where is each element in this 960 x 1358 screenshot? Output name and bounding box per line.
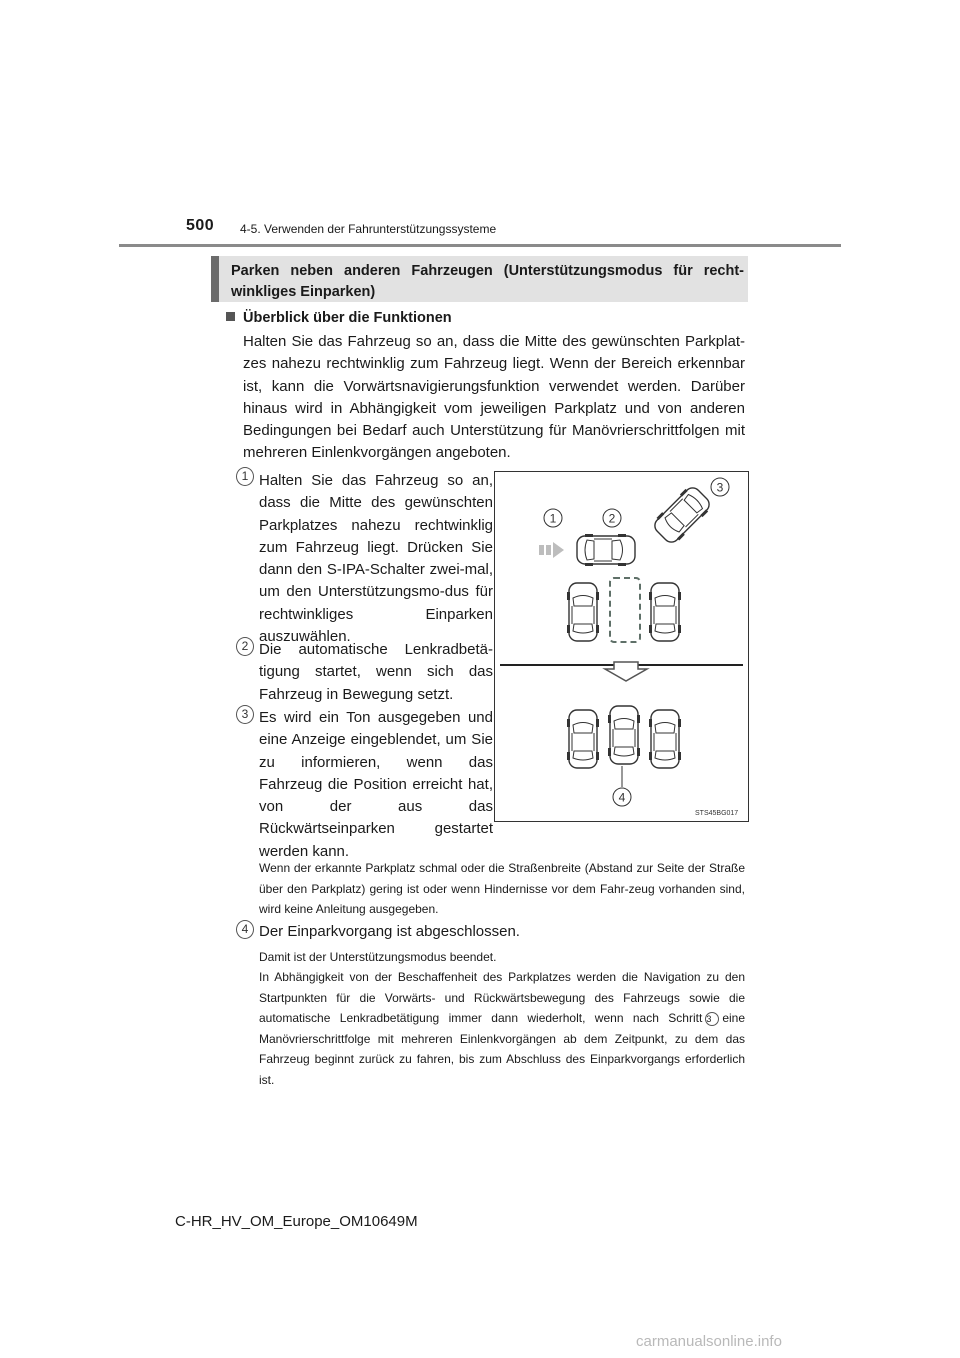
parking-illustration — [494, 471, 749, 822]
parked-car-left-bottom-icon — [567, 710, 599, 768]
parked-car-left-icon — [567, 583, 599, 641]
step-1-number: 1 — [236, 467, 254, 486]
car-moving-icon — [577, 534, 635, 566]
parked-car-right-bottom-icon — [649, 710, 681, 768]
figure-label-4-text: 4 — [618, 790, 626, 805]
chapter-title: 4-5. Verwenden der Fahrunterstützungssysteme — [240, 222, 497, 236]
step-3-number: 3 — [236, 705, 254, 724]
parked-car-center-icon — [608, 706, 640, 764]
document-code: C-HR_HV_OM_Europe_OM10649M — [175, 1213, 418, 1230]
step-1-text: Halten Sie das Fahrzeug so an, dass die Mitte des gewünschten Parkplatzes nahezu rechtwinklig zum Fahrzeug liegt. Drücken Sie dann den S-IPA-Schalter zwei-mal, um den Unterstützungsmo-dus für rechtwinkliges Einparken auszuwählen. — [259, 472, 493, 646]
watermark: carmanualsonline.info — [636, 1333, 782, 1350]
figure-code: STS45BG017 — [695, 810, 739, 817]
figure-label-4 — [613, 788, 631, 806]
step-4-number: 4 — [236, 920, 254, 939]
step-4-note — [259, 967, 745, 1090]
step-4-text: Der Einparkvorgang ist abgeschlossen. — [259, 923, 520, 940]
step-3-reference: 3 — [705, 1012, 719, 1026]
step-4-note-part1: In Abhängigkeit von der Beschaffenheit des Parkplatzes werden die Navigation zu den Startpunkten für die Vorwärts- und Rückwärtsbewegung des Fahrzeugs sowie die automatische Lenkradbetätigung immer dann wiederholt, wenn nach Schritt — [259, 970, 745, 1025]
parked-car-right-icon — [649, 583, 681, 641]
subsection-heading-text: Überblick über die Funktionen — [243, 310, 452, 326]
figure-label-2-text: 2 — [608, 511, 616, 526]
step-4-note-line1: Damit ist der Unterstützungsmodus beendet. — [259, 950, 497, 964]
figure-label-2 — [603, 509, 621, 527]
page-number: 500 — [186, 217, 215, 234]
header-divider — [119, 244, 841, 247]
figure-label-3 — [711, 478, 729, 496]
figure-label-3-text: 3 — [716, 480, 724, 495]
step-2-number: 2 — [236, 637, 254, 656]
figure-label-1 — [544, 509, 562, 527]
section-title-box — [211, 256, 748, 302]
subsection-heading — [226, 310, 452, 326]
step-3-note: Wenn der erkannte Parkplatz schmal oder die Straßenbreite (Abstand zur Seite der Straße über den Parkplatz) gering ist oder wenn Hindernisse vor dem Fahr-zeug vorhanden sind, wird keine Anleitung ausgegeben. — [259, 861, 745, 916]
step-3-text: Es wird ein Ton ausgegeben und eine Anzeige eingeblendet, um Sie zu informieren, wenn das Fahrzeug die Position erreicht hat, von der aus das Rückwärtseinparken gestartet werden kann. — [259, 709, 493, 860]
square-bullet-icon — [226, 312, 235, 321]
section-title: Parken neben anderen Fahrzeugen (Unterstützungsmodus für recht-winkliges Einparken) — [231, 263, 744, 300]
figure-label-1-text: 1 — [549, 511, 557, 526]
step-4-note-part2: eine Manövrierschrittfolge mit mehreren Einlenkvorgängen ab dem Zeitpunkt, zu dem das Fahrzeug beginnt zurück zu fahren, bis zum Abschluss des Einparkvorgangs erforderlich ist. — [259, 1011, 745, 1087]
intro-paragraph: Halten Sie das Fahrzeug so an, dass die Mitte des gewünschten Parkplat-zes nahezu rechtwinklig zum Fahrzeug liegt. Wenn der Bereich erkennbar ist, kann die Vorwärtsnavigierungsfunktion verwendet werden. Darüber hinaus wird in Abhängigkeit vom jeweiligen Parkplatz und von anderen Bedingungen bei Bedarf auch Unterstützung für Manövrierschrittfolgen mit mehreren Einlenkvorgängen angeboten. — [243, 333, 745, 462]
step-2-text: Die automatische Lenkradbetä-tigung startet, wenn sich das Fahrzeug in Bewegung setzt. — [259, 641, 493, 703]
